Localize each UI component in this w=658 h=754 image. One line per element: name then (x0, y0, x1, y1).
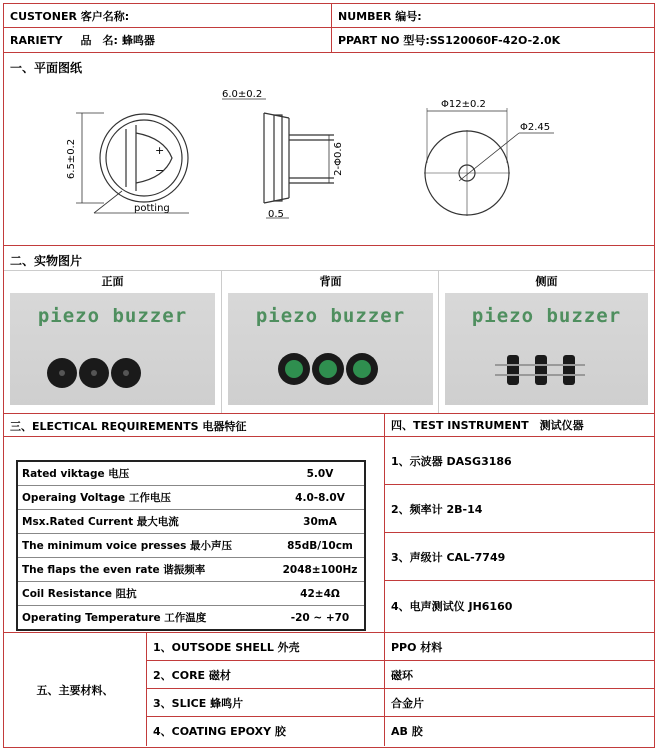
table-row: Msx.Rated Current 最大电流 30mA (18, 510, 364, 534)
section1-title: 一、平面图纸 (10, 61, 83, 75)
section-requirements (4, 414, 654, 633)
material-value: AB 胶 (391, 724, 423, 738)
front-view (76, 113, 189, 213)
instrument-item: 4、电声测试仪 JH6160 (391, 600, 513, 613)
material-parts (146, 633, 385, 746)
instrument-item: 1、示波器 DASG3186 (385, 437, 654, 485)
photo-front (4, 271, 221, 413)
photo-side (438, 271, 654, 413)
dimension-drawing (4, 53, 653, 243)
material-part: 1、OUTSODE SHELL 外壳 (147, 633, 385, 661)
photo-front-brand: piezo buzzer (37, 305, 188, 327)
instrument-block (384, 414, 654, 632)
part-no: SS120060F-42O-2.0K (429, 33, 561, 47)
variety-cell (4, 28, 331, 52)
table-row: Operating Temperature 工作温度 -20 ~ +70 (22, 611, 350, 624)
height-dim: 6.5±0.2 (66, 138, 77, 180)
customer-cell (4, 4, 331, 27)
photo-side-brand: piezo buzzer (471, 305, 622, 327)
instrument-item: 2、频率计 2B-14 (385, 485, 654, 533)
customer-label: CUSTONER 客户名称: (10, 9, 130, 23)
material-value: 合金片 (385, 689, 654, 717)
diameter-dim: Φ12±0.2 (441, 99, 486, 110)
section4-title: 四、TEST INSTRUMENT 测试仪器 (385, 414, 654, 437)
potting-label: potting (134, 203, 170, 214)
photo-back-label: 背面 (319, 275, 342, 288)
minus-sign: − (155, 164, 165, 177)
product-name: 蜂鸣器 (121, 34, 155, 47)
section-materials (4, 633, 654, 746)
photo-back (221, 271, 439, 413)
table-row: The flaps the even rate 谐振频率 2048±100Hz (18, 558, 364, 582)
photo-strip (4, 270, 654, 413)
part-no-label: PPART NO 型号: (338, 34, 430, 47)
pin-offset-dim: 0.5 (268, 209, 284, 220)
material-part: 2、CORE 磁材 (147, 661, 385, 689)
section-photos (4, 246, 654, 414)
material-values (384, 633, 654, 746)
side-view (222, 99, 334, 218)
material-value: PPO 材料 (385, 633, 654, 661)
requirements-table (16, 460, 366, 631)
hole-dim: Φ2.45 (520, 122, 551, 133)
instrument-item: 3、声级计 CAL-7749 (385, 533, 654, 581)
section3-title: 三、ELECTICAL REQUIREMENTS 电器特征 (10, 420, 247, 433)
header-row-2 (4, 28, 654, 53)
section5-title: 五、主要材料、 (36, 683, 114, 697)
buzzer-back-illustration (228, 293, 433, 405)
plus-sign: + (155, 144, 165, 157)
spec-sheet (3, 3, 655, 748)
photo-back-image (228, 293, 433, 405)
number-label: NUMBER 编号: (338, 9, 422, 23)
material-value: 磁环 (385, 661, 654, 689)
photo-back-brand: piezo buzzer (255, 305, 406, 327)
table-row: The minimum voice presses 最小声压 85dB/10cm (18, 534, 364, 558)
number-cell (331, 4, 654, 27)
material-part: 4、COATING EPOXY 胶 (153, 724, 286, 738)
width-dim: 6.0±0.2 (222, 89, 263, 100)
buzzer-front-illustration (10, 293, 215, 405)
photo-side-label: 侧面 (535, 275, 558, 288)
section2-title: 二、实物图片 (10, 254, 83, 268)
pin-dim: 2-Φ0.6 (333, 142, 344, 176)
photo-side-image (445, 293, 648, 405)
table-row: Rated viktage 电压 5.0V (18, 462, 364, 486)
photo-front-label: 正面 (101, 275, 124, 288)
buzzer-side-illustration (445, 293, 648, 405)
table-row: Operaing Voltage 工作电压 4.0-8.0V (18, 486, 364, 510)
header-row-1 (4, 4, 654, 28)
section5-title-cell (4, 633, 146, 746)
photo-front-image (10, 293, 215, 405)
part-no-cell (331, 28, 654, 52)
table-row: Coil Resistance 阻抗 42±4Ω (18, 582, 364, 606)
product-name-label: 品 名: (80, 34, 118, 47)
material-part: 3、SLICE 蜂鸣片 (147, 689, 385, 717)
section-drawing (4, 53, 654, 246)
electrical-block (4, 414, 384, 632)
variety-label: RARIETY (10, 33, 63, 47)
